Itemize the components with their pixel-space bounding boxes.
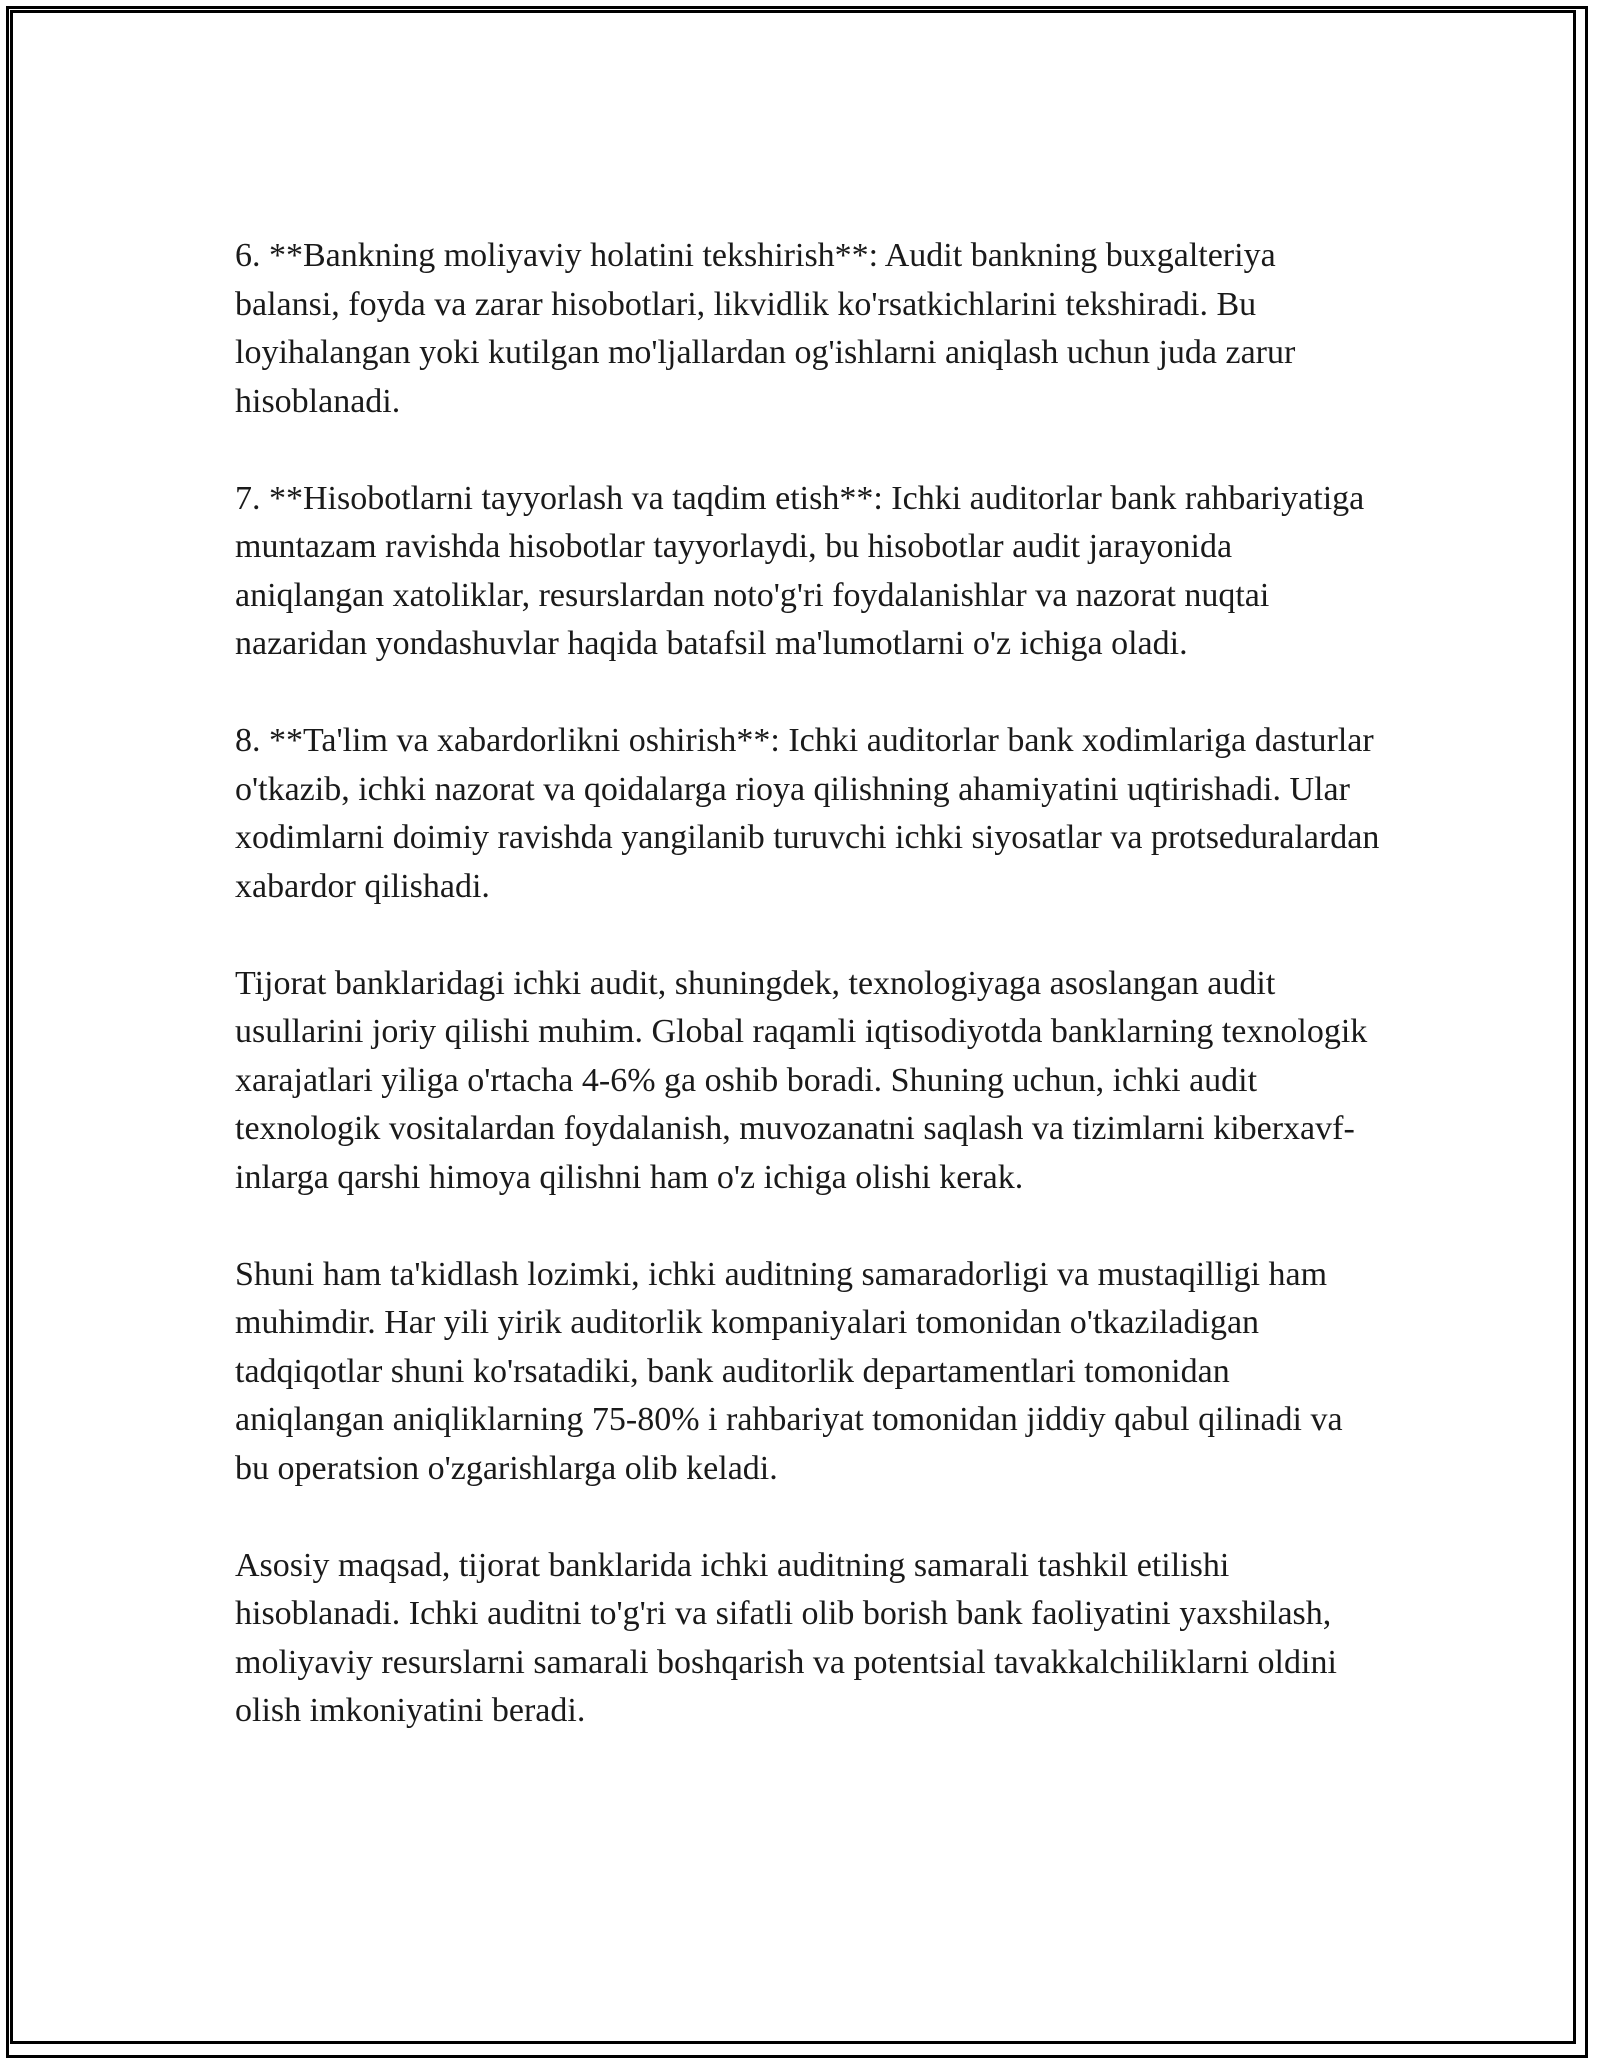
paragraph-main-goal: Asosiy maqsad, tijorat banklarida ichki auditning samarali tashkil etilishi hisoblanadi. Ichki auditni to'g'ri va sifatli olib borish bank faoliyatini yaxshilash, moliyaviy resurslarni samarali boshqarish va potentsial tavakkalchiliklarni oldini olish imkoniyatini beradi.	[235, 1546, 1337, 1729]
paragraph-item-7: 7. **Hisobotlarni tayyorlash va taqdim etish**: Ichki auditorlar bank rahbariyatiga muntazam ravishda hisobotlar tayyorlaydi, bu hisobotlar audit jarayonida aniqlangan xatoliklar, resurslardan noto'g'ri foydalanishlar va nazorat nuqtai nazaridan yondashuvlar haqida batafsil ma'lumotlarni o'z ichiga oladi.	[235, 479, 1365, 662]
document-body	[235, 232, 1385, 1784]
paragraph-item-8: 8. **Ta'lim va xabardorlikni oshirish**: Ichki auditorlar bank xodimlariga dasturlar o'tkazib, ichki nazorat va qoidalarga rioya qilishning ahamiyatini uqtirishadi. Ular xodimlarni doimiy ravishda yangilanib turuvchi ichki siyosatlar va protseduralardan xabardor qilishadi.	[235, 722, 1380, 905]
paragraph-item-6: 6. **Bankning moliyaviy holatini tekshirish**: Audit bankning buxgalteriya balansi, foyda va zarar hisobotlari, likvidlik ko'rsatkichlarini tekshiradi. Bu loyihalangan yoki kutilgan mo'ljallardan og'ishlarni aniqlash uchun juda zarur hisoblanadi.	[235, 237, 1296, 420]
paragraph-technology-audit: Tijorat banklaridagi ichki audit, shuningdek, texnologiyaga asoslangan audit usullarini joriy qilishi muhim. Global raqamli iqtisodiyotda banklarning texnologik xarajatlari yiliga o'rtacha 4-6% ga oshib boradi. Shuning uchun, ichki audit texnologik vositalardan foydalanish, muvozanatni saqlash va tizimlarni kiberxavf-inlarga qarshi himoya qilishni ham o'z ichiga olishi kerak.	[235, 964, 1368, 1196]
paragraph-audit-effectiveness: Shuni ham ta'kidlash lozimki, ichki auditning samaradorligi va mustaqilligi ham muhimdir. Har yili yirik auditorlik kompaniyalari tomonidan o'tkaziladigan tadqiqotlar shuni ko'rsatadiki, bank auditorlik departamentlari tomonidan aniqlangan aniqliklarning 75-80% i rahbariyat tomonidan jiddiy qabul qilinadi va bu operatsion o'zgarishlarga olib keladi.	[235, 1255, 1343, 1487]
